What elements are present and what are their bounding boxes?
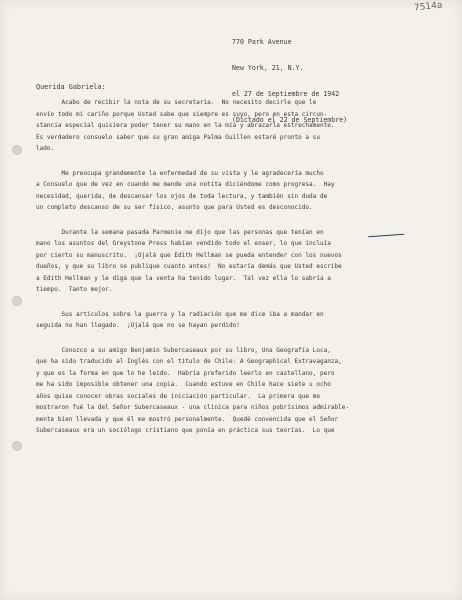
text-line: Es verdadero consuelo saber que su gran amiga Palma Guillen estaré pronto a su xyxy=(36,133,320,141)
text-line: me ha sido imposible obtener una copia. Cuando estuve en Chile hace siete u ocho xyxy=(36,381,331,388)
punch-hole xyxy=(12,145,22,155)
salutation: Querida Gabriela: xyxy=(36,83,106,91)
text-line: a Edith Hellman y le diga que la venta ha tenido lugar. Tal vez ella lo sabría a xyxy=(36,274,331,282)
text-line: a Consuelo que de vez en cuando me mande una notita diciéndome como progresa. Hay xyxy=(36,181,335,188)
text-line: stancia especial quisiera poder tener su mano en la mía y abrazarla estrechamente. xyxy=(36,122,335,129)
text-line: años quise conocer obras sociales de iniciación particular. La primera que me xyxy=(36,392,320,400)
address-line: New York, 21, N.Y. xyxy=(232,63,304,72)
text-line: Subercaseaux era un sociólogo cristiano que ponía en práctica sus teorías. Lo que xyxy=(36,427,335,434)
text-line: Me preocupa grandemente la enfermedad de su vista y le agradecería mucho xyxy=(36,169,324,177)
text-line: seguida no han llegado. ¡Ojalá que no se hayan perdido! xyxy=(36,322,240,329)
punch-hole xyxy=(12,296,22,306)
address-line: 770 Park Avenue xyxy=(232,38,292,47)
text-line: Acabo de recibir la nota de su secretaria. No necesito decirle que le xyxy=(36,99,317,106)
text-line: mano los asuntos del Greystone Press habían vendido todo el enser, lo que incluía xyxy=(36,240,331,247)
letter-body xyxy=(36,97,432,437)
paragraph xyxy=(36,97,432,155)
text-line: Durante la semana pasada Parmenie me dijo que las personas que tenían en xyxy=(36,228,324,236)
text-line: Conozco a su amigo Benjamín Subercaseaux por su libro, Una Geografía Loca, xyxy=(36,346,331,354)
address-line: (Dictado el 22 de Septiembre) xyxy=(232,115,348,124)
text-line: necesidad, querida, de descansar los ojos de toda lectura, y también sin duda de xyxy=(36,192,328,200)
text-line: un completo descanso de su ser físico, asunto que para Usted es desconocido. xyxy=(36,204,313,211)
text-line: dueños, y que su libro se publique cuanto antes! No estaría demás que Usted escribe xyxy=(36,263,342,270)
text-line: mostraron fué la del Señor Subercaseaux - una clínica para niños pobrísimos admirable- xyxy=(36,404,350,411)
text-line: tiempo. Tanto mejor. xyxy=(36,286,113,293)
text-line: mente bien llevada y que él me mostró personalmente. Quedé convencida que el Señor xyxy=(36,415,339,423)
text-line: y que es la forma en que lo he leído. Habría preferido leerlo en castellano, pero xyxy=(36,369,335,377)
paragraph xyxy=(36,168,432,214)
text-line: Sus artículos sobre la guerra y la radiación que me dice iba a mandar en xyxy=(36,310,324,318)
text-line: que ha sido traducido al Inglés con el título de Chile: A Geographical Extravaganza, xyxy=(36,358,342,365)
archive-number: 7514a xyxy=(413,0,443,14)
address-line: el 27 de Septiembre de 1942 xyxy=(232,89,340,98)
paragraph xyxy=(36,345,432,437)
text-line: lado. xyxy=(36,145,55,152)
text-line: envío todo mi cariño porque Usted sabe que siempre es suyo, pero en esta circun- xyxy=(36,110,328,118)
text-line: por cierto su manuscrito. ¡Ojalá que Edith Hellman se pueda entender con los nuevos xyxy=(36,251,342,259)
punch-hole xyxy=(12,441,22,451)
paragraph xyxy=(36,309,432,332)
